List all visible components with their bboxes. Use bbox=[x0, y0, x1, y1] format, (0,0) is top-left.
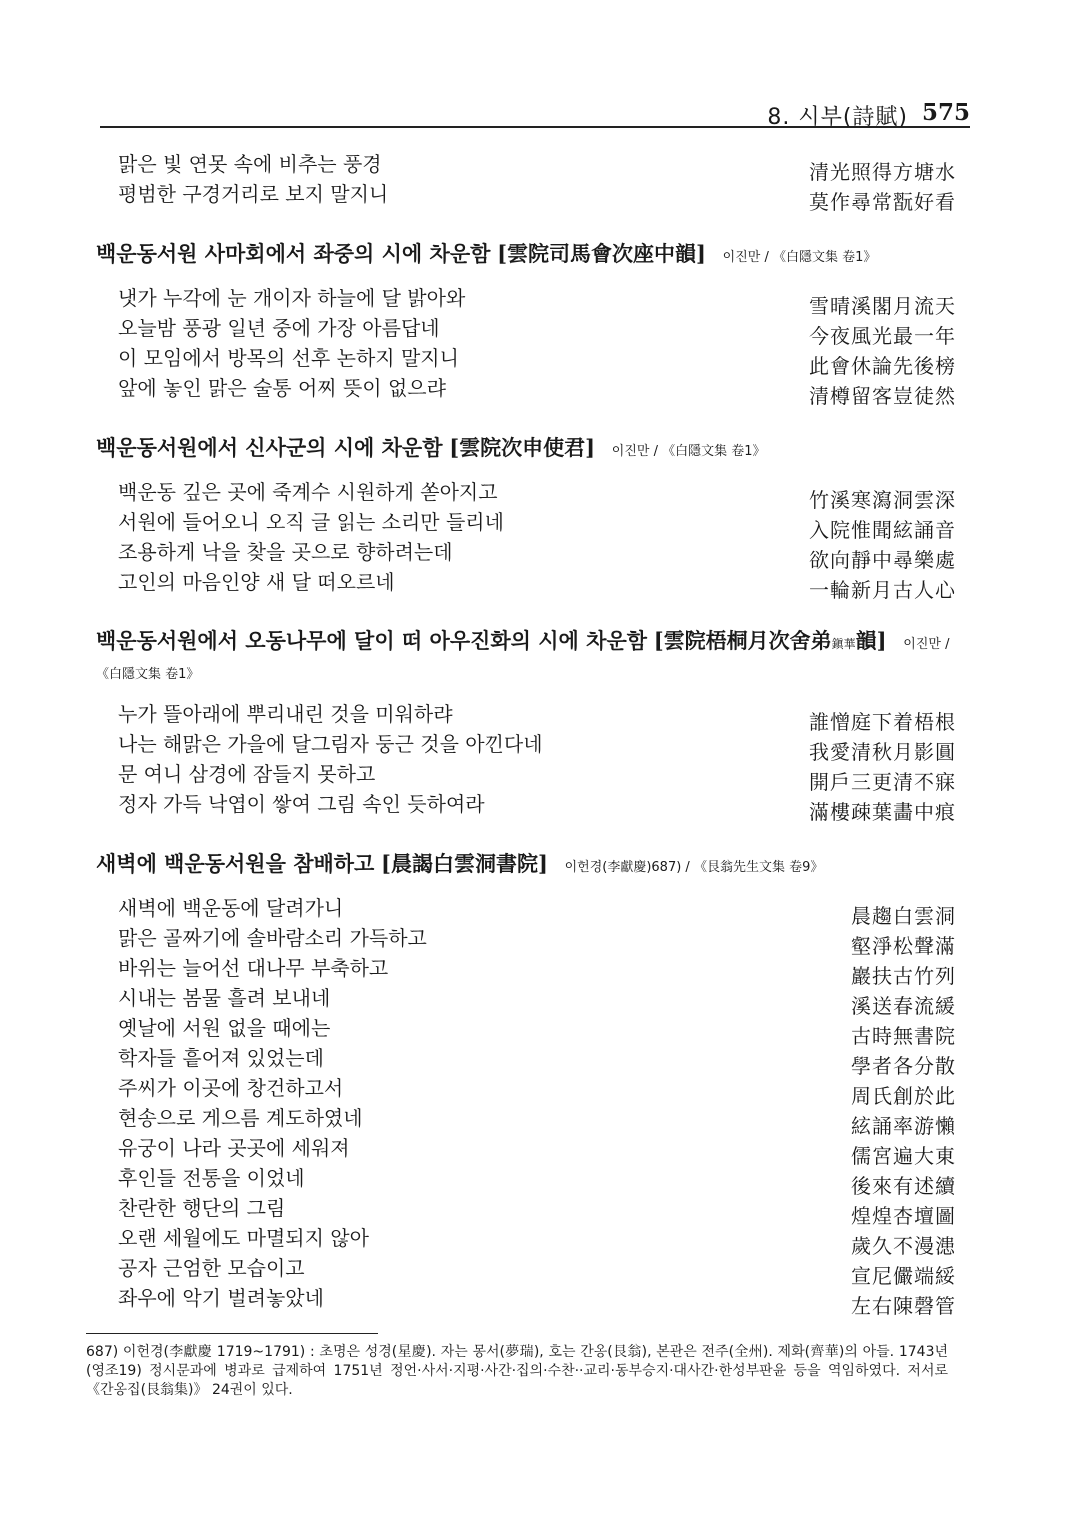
poem-original-title: [雲院司馬會次座中韻] bbox=[497, 241, 706, 266]
korean-line: 맑은 빛 연못 속에 비추는 풍경 bbox=[118, 152, 382, 176]
poem-line bbox=[96, 150, 962, 184]
poem-line bbox=[96, 1254, 962, 1288]
korean-line: 누가 뜰아래에 뿌리내린 것을 미워하랴 bbox=[118, 702, 453, 726]
poem-line bbox=[96, 1194, 962, 1228]
poem-line bbox=[96, 760, 962, 794]
poem-line bbox=[96, 1284, 962, 1318]
korean-line: 평범한 구경거리로 보지 말지니 bbox=[118, 182, 389, 206]
korean-line: 후인들 전통을 이었네 bbox=[118, 1166, 305, 1190]
korean-line: 백운동 깊은 곳에 죽계수 시원하게 쏟아지고 bbox=[118, 480, 498, 504]
poem-heading bbox=[96, 850, 962, 882]
poem-heading bbox=[96, 628, 962, 688]
poem-body bbox=[96, 700, 962, 824]
chinese-line: 開戶三更清不寐 bbox=[809, 770, 956, 794]
korean-line: 주씨가 이곳에 창건하고서 bbox=[118, 1076, 344, 1100]
intro-poem bbox=[96, 150, 962, 214]
poem-title: 백운동서원에서 오동나무에 달이 떠 아우진화의 시에 차운함 bbox=[96, 629, 648, 653]
chinese-line: 壑淨松聲滿 bbox=[851, 934, 956, 958]
poem-source: 이진만 / 《白隱文集 卷1》 bbox=[96, 637, 950, 682]
chinese-line: 清樽留客豈徒然 bbox=[809, 384, 956, 408]
poem-line bbox=[96, 1074, 962, 1108]
korean-line: 유궁이 나라 곳곳에 세워져 bbox=[118, 1136, 350, 1160]
poem-source: 이헌경(李獻慶)687) / 《艮翁先生文集 卷9》 bbox=[564, 860, 824, 875]
korean-line: 조용하게 낙을 찾을 곳으로 향하려는데 bbox=[118, 540, 453, 564]
korean-line: 고인의 마음인양 새 달 떠오르네 bbox=[118, 570, 395, 594]
chinese-line: 煌煌杏壇圖 bbox=[851, 1204, 956, 1228]
poem-line bbox=[96, 894, 962, 928]
chinese-line: 巖扶古竹列 bbox=[851, 964, 956, 988]
korean-line: 오늘밤 풍광 일년 중에 가장 아름답네 bbox=[118, 316, 440, 340]
chinese-line: 儒宮遍大東 bbox=[851, 1144, 956, 1168]
poem-original-title: [雲院梧桐月次舍弟 bbox=[653, 628, 832, 653]
chinese-line: 誰憎庭下着梧根 bbox=[809, 710, 956, 734]
chinese-line: 我愛清秋月影圓 bbox=[809, 740, 956, 764]
poem-heading bbox=[96, 434, 962, 466]
chinese-line: 宣尼儼端綏 bbox=[851, 1264, 956, 1288]
chinese-line: 竹溪寒瀉洞雲深 bbox=[809, 488, 956, 512]
chinese-line: 晨趨白雲洞 bbox=[851, 904, 956, 928]
poem-source: 이진만 / 《白隱文集 卷1》 bbox=[722, 250, 877, 265]
korean-line: 서원에 들어오니 오직 글 읽는 소리만 들리네 bbox=[118, 510, 504, 534]
poem-heading bbox=[96, 240, 962, 272]
korean-line: 오랜 세월에도 마멸되지 않아 bbox=[118, 1226, 369, 1250]
chinese-line: 滿樓疎葉畵中痕 bbox=[809, 800, 956, 824]
poem-body bbox=[96, 478, 962, 602]
poem-line bbox=[96, 1014, 962, 1048]
korean-line: 이 모임에서 방목의 선후 논하지 말지니 bbox=[118, 346, 459, 370]
poem-title: 백운동서원 사마회에서 좌중의 시에 차운함 bbox=[96, 242, 491, 266]
korean-line: 시내는 봄물 흘려 보내네 bbox=[118, 986, 331, 1010]
chinese-line: 周氏創於此 bbox=[851, 1084, 956, 1108]
chinese-line: 此會休論先後榜 bbox=[809, 354, 956, 378]
chinese-line: 後來有述續 bbox=[851, 1174, 956, 1198]
poem-title: 새벽에 백운동서원을 참배하고 bbox=[96, 852, 375, 876]
poem-body bbox=[96, 284, 962, 408]
poem-original-title: [雲院次申使君] bbox=[449, 435, 596, 460]
poem-line bbox=[96, 1164, 962, 1198]
poem-body bbox=[96, 894, 962, 1318]
poem-line bbox=[96, 284, 962, 318]
korean-line: 나는 해맑은 가을에 달그림자 둥근 것을 아낀다네 bbox=[118, 732, 543, 756]
chinese-line: 溪送春流緩 bbox=[851, 994, 956, 1018]
korean-line: 냇가 누각에 눈 개이자 하늘에 달 밝아와 bbox=[118, 286, 466, 310]
poem-title-annotation: 鎭華 bbox=[831, 637, 856, 651]
poem-original-title: [晨謁白雲洞書院] bbox=[381, 851, 548, 876]
poem-line bbox=[96, 984, 962, 1018]
chinese-line: 左右陳磬管 bbox=[851, 1294, 956, 1318]
korean-line: 옛날에 서원 없을 때에는 bbox=[118, 1016, 331, 1040]
korean-line: 문 여니 삼경에 잠들지 못하고 bbox=[118, 762, 376, 786]
poem-line bbox=[96, 924, 962, 958]
korean-line: 맑은 골짜기에 솔바람소리 가득하고 bbox=[118, 926, 427, 950]
poem-line bbox=[96, 730, 962, 764]
poem-line bbox=[96, 314, 962, 348]
korean-line: 바위는 늘어선 대나무 부축하고 bbox=[118, 956, 389, 980]
chinese-line: 學者各分散 bbox=[851, 1054, 956, 1078]
poem-line bbox=[96, 180, 962, 214]
footnote: 687) 이헌경(李獻慶 1719~1791) : 초명은 성경(星慶). 자는 몽서(夢瑞), 호는 간옹(艮翁), 본관은 전주(全州). 제화(齊華)의 아들. 1743년(영조19) 정시문과에 병과로 급제하여 1751년 정언·사서·지평·사간·집의·수찬··교리·동부승지·대사간·한성부판윤 등을 역임하였다. 저서로 《간옹집(艮翁集)》 24권이 있다. bbox=[86, 1344, 948, 1398]
poem-line bbox=[96, 344, 962, 378]
poem-line bbox=[96, 954, 962, 988]
page-content bbox=[96, 150, 962, 1318]
chinese-line: 歲久不漫漶 bbox=[851, 1234, 956, 1258]
chinese-line: 絃誦率游懶 bbox=[851, 1114, 956, 1138]
poem-line bbox=[96, 478, 962, 512]
poem-line bbox=[96, 700, 962, 734]
chinese-line: 一輪新月古人心 bbox=[809, 578, 956, 602]
chinese-line: 古時無書院 bbox=[851, 1024, 956, 1048]
poem-line bbox=[96, 538, 962, 572]
chinese-line: 欲向靜中尋樂處 bbox=[809, 548, 956, 572]
poem-line bbox=[96, 568, 962, 602]
footnote-divider bbox=[86, 1333, 378, 1334]
poem-line bbox=[96, 1104, 962, 1138]
korean-line: 새벽에 백운동에 달려가니 bbox=[118, 896, 344, 920]
poem-line bbox=[96, 1224, 962, 1258]
chinese-line: 雪晴溪閣月流天 bbox=[809, 294, 956, 318]
chinese-line: 莫作尋常翫好看 bbox=[809, 190, 956, 214]
poem-line bbox=[96, 1134, 962, 1168]
chinese-line: 清光照得方塘水 bbox=[809, 160, 956, 184]
korean-line: 찬란한 행단의 그림 bbox=[118, 1196, 286, 1220]
page-number: 575 bbox=[921, 99, 970, 126]
korean-line: 정자 가득 낙엽이 쌓여 그림 속인 듯하여라 bbox=[118, 792, 485, 816]
korean-line: 좌우에 악기 벌려놓았네 bbox=[118, 1286, 324, 1310]
poem-line bbox=[96, 374, 962, 408]
poem-title: 백운동서원에서 신사군의 시에 차운함 bbox=[96, 436, 443, 460]
poem-line bbox=[96, 508, 962, 542]
poem-original-title-end: 韻] bbox=[855, 628, 887, 653]
poem-line bbox=[96, 1044, 962, 1078]
page-header bbox=[100, 100, 970, 128]
korean-line: 공자 근엄한 모습이고 bbox=[118, 1256, 305, 1280]
korean-line: 앞에 놓인 맑은 술통 어찌 뜻이 없으랴 bbox=[118, 376, 446, 400]
korean-line: 학자들 흩어져 있었는데 bbox=[118, 1046, 324, 1070]
poem-line bbox=[96, 790, 962, 824]
poem-source: 이진만 / 《白隱文集 卷1》 bbox=[611, 444, 766, 459]
section-title: 8. 시부(詩賦) bbox=[767, 105, 908, 130]
chinese-line: 今夜風光最一年 bbox=[809, 324, 956, 348]
korean-line: 현송으로 게으름 계도하였네 bbox=[118, 1106, 363, 1130]
chinese-line: 入院惟聞絃誦音 bbox=[809, 518, 956, 542]
